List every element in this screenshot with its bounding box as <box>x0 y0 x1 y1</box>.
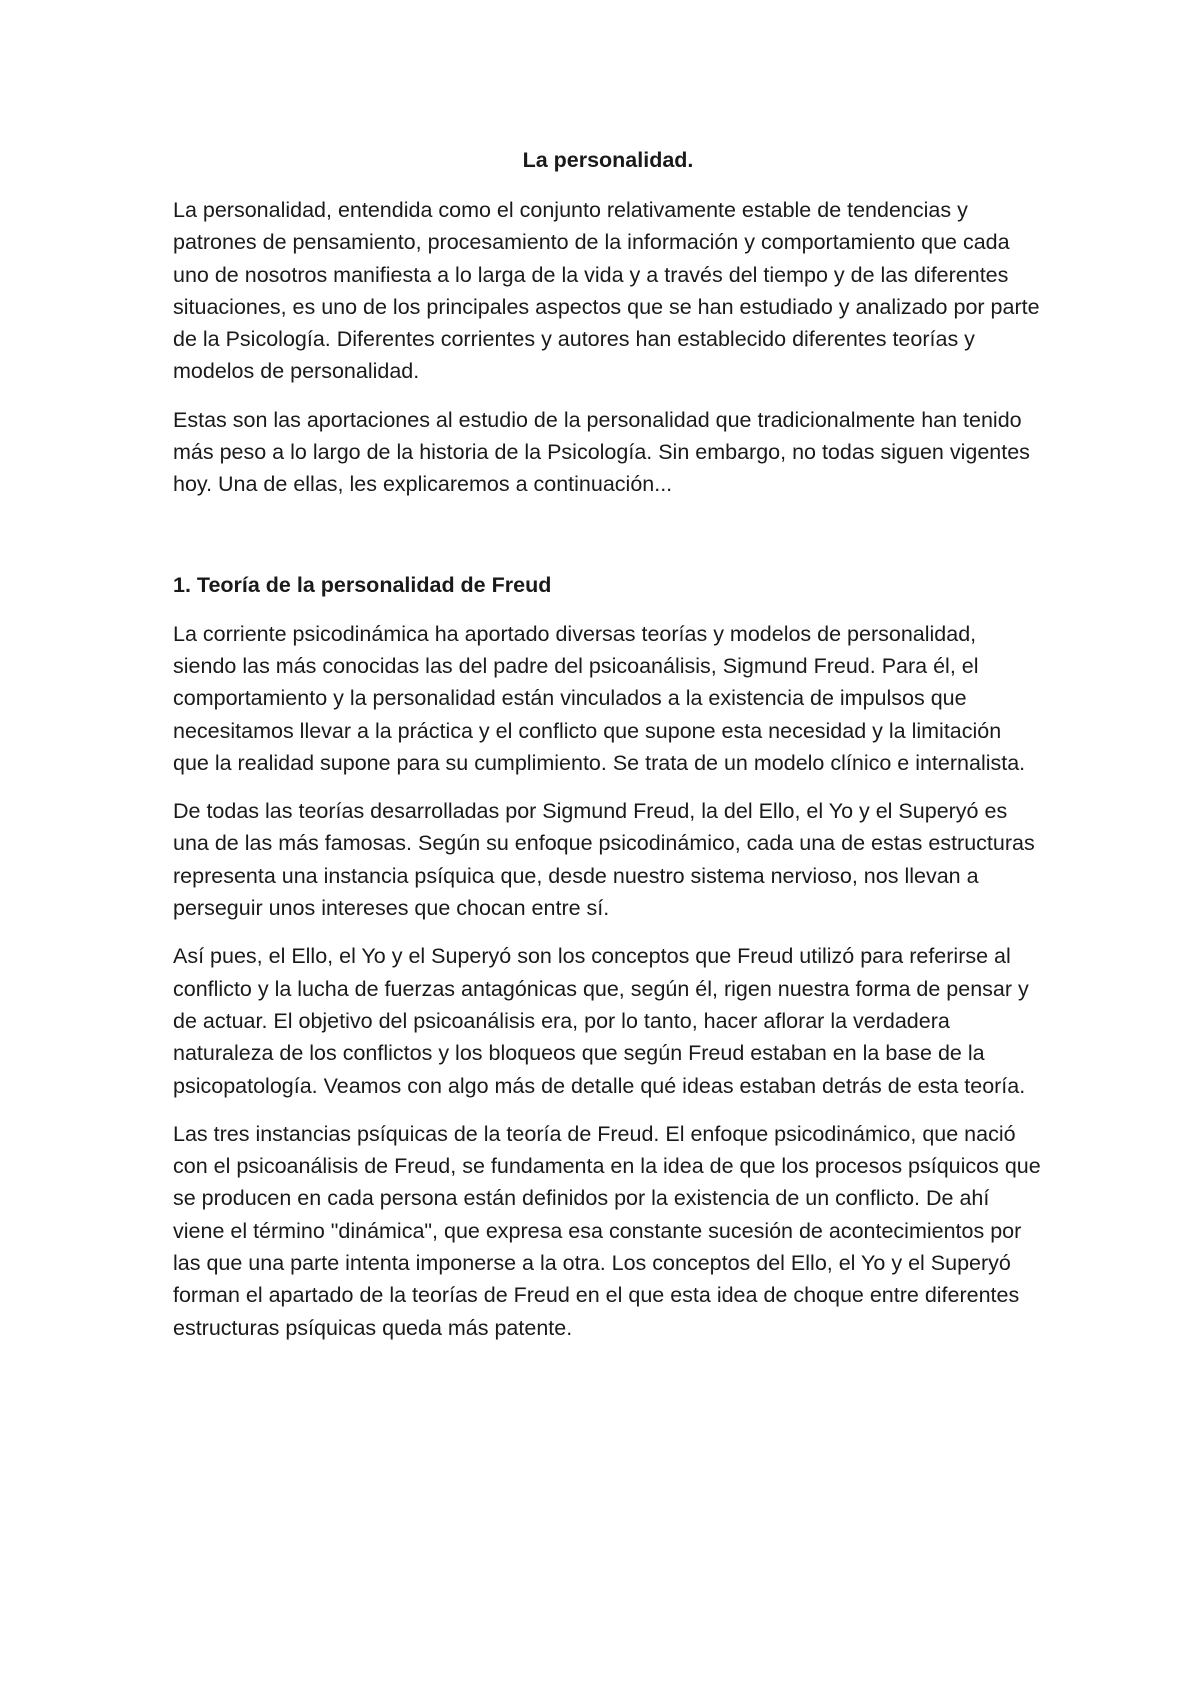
section-paragraph-3: Así pues, el Ello, el Yo y el Superyó son los conceptos que Freud utilizó para referirse al conflicto y la lucha de fuerzas antagónicas que, según él, rigen nuestra forma de pensar y de actuar. El objetivo del psicoanálisis era, por lo tanto, hacer aflorar la verdadera naturaleza de los conflictos y los bloqueos que según Freud estaban en la base de la psicopatología. Veamos con algo más de detalle qué ideas estaban detrás de esta teoría. <box>173 944 1029 1098</box>
section-paragraph-2: De todas las teorías desarrolladas por Sigmund Freud, la del Ello, el Yo y el Superyó es una de las más famosas. Según su enfoque psicodinámico, cada una de estas estructuras representa una instancia psíquica que, desde nuestro sistema nervioso, nos llevan a perseguir unos intereses que chocan entre sí. <box>173 799 1035 921</box>
section-paragraph-1: La corriente psicodinámica ha aportado diversas teorías y modelos de personalidad, siendo las más conocidas las del padre del psicoanálisis, Sigmund Freud. Para él, el comportamiento y la personalidad están vinculados a la existencia de impulsos que necesitamos llevar a la práctica y el conflicto que supone esta necesidad y la limitación que la realidad supone para su cumplimiento. Se trata de un modelo clínico e internalista. <box>173 621 1026 775</box>
document-title: La personalidad. <box>522 148 694 172</box>
section-heading: 1. Teoría de la personalidad de Freud <box>173 572 552 597</box>
intro-paragraph-1: La personalidad, entendida como el conjunto relativamente estable de tendencias y patrones de pensamiento, procesamiento de la información y comportamiento que cada uno de nosotros manifiesta a lo larga de la vida y a través del tiempo y de las diferentes situaciones, es uno de los principales aspectos que se han estudiado y analizado por parte de la Psicología. Diferentes corrientes y autores han establecido diferentes teorías y modelos de personalidad. <box>173 198 1040 384</box>
section-paragraph-4: Las tres instancias psíquicas de la teoría de Freud. El enfoque psicodinámico, que nació con el psicoanálisis de Freud, se fundamenta en la idea de que los procesos psíquicos que se producen en cada persona están definidos por la existencia de un conflicto. De ahí viene el término "dinámica", que expresa esa constante sucesión de acontecimientos por las que una parte intenta imponerse a la otra. Los conceptos del Ello, el Yo y el Superyó forman el apartado de la teorías de Freud en el que esta idea de choque entre diferentes estructuras psíquicas queda más patente. <box>173 1121 1041 1340</box>
document-body <box>173 144 1043 1360</box>
intro-paragraph-2: Estas son las aportaciones al estudio de la personalidad que tradicionalmente han tenido más peso a lo largo de la historia de la Psicología. Sin embargo, no todas siguen vigentes hoy. Una de ellas, les explicaremos a continuación... <box>173 407 1030 497</box>
